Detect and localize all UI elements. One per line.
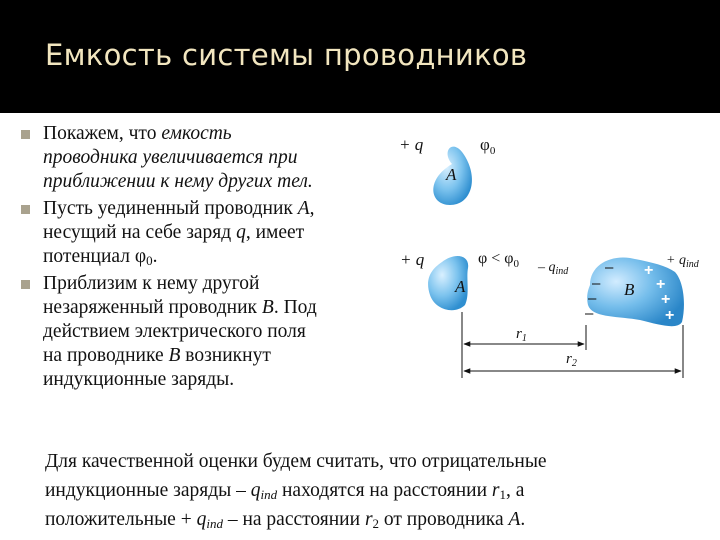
plus-sign: +: [644, 262, 654, 279]
bottom-potential-label: $\varphi < \varphi_0$: [478, 250, 519, 270]
neg-induced-charge-label: – $q_{ind}$: [538, 260, 569, 277]
paragraph-line: [45, 508, 525, 532]
text-run: r: [491, 480, 500, 501]
paragraph-line: [45, 450, 547, 474]
conductors-diagram: [390, 125, 720, 385]
r2-label: $r_2$: [566, 351, 577, 369]
text-run: индукционные заряды –: [45, 480, 251, 501]
bullet-marker: [21, 280, 30, 289]
conductor-a-top-label: A: [446, 165, 457, 184]
bullet-line: [43, 344, 271, 368]
text-run: на проводнике: [43, 345, 169, 366]
plus-sign: +: [661, 291, 671, 308]
conductor-a-bottom-label: A: [455, 277, 466, 296]
text-run: В: [261, 297, 274, 318]
text-run: r: [364, 509, 373, 530]
slide-title: Емкость системы проводников: [45, 38, 528, 72]
bullet-line: [43, 320, 306, 344]
text-run: , имеет: [245, 222, 305, 243]
text-run: 0: [146, 253, 153, 268]
text-run: .: [520, 509, 526, 530]
text-run: ind: [206, 516, 223, 531]
text-run: действием электрического поля: [43, 321, 306, 342]
top-charge-label: + q: [399, 135, 424, 154]
text-run: потенциал φ: [43, 246, 147, 267]
bullet-line: [43, 296, 317, 320]
text-run: Покажем, что: [43, 123, 162, 144]
text-run: .: [152, 246, 158, 267]
r1-label: $r_1$: [516, 326, 527, 344]
bullet-line: [43, 245, 157, 269]
text-run: В: [168, 345, 181, 366]
pos-induced-charge-label: + $q_{ind}$: [666, 253, 699, 270]
text-run: емкость: [161, 123, 232, 144]
text-run: проводника увеличивается при: [43, 147, 298, 168]
text-run: q: [250, 480, 261, 501]
text-run: Пусть уединенный проводник: [43, 198, 298, 219]
paragraph-line: [45, 479, 524, 503]
bottom-charge-label: + q: [400, 250, 425, 269]
text-run: от проводника: [379, 509, 509, 530]
text-run: положительные +: [45, 509, 197, 530]
text-run: 2: [372, 516, 380, 531]
text-run: А: [508, 509, 521, 530]
top-potential-label: $\varphi_0$: [480, 135, 496, 157]
bullet-marker: [21, 130, 30, 139]
minus-sign: –: [588, 290, 597, 307]
bullet-line: [43, 197, 315, 221]
minus-sign: –: [592, 275, 601, 292]
text-run: q: [236, 222, 246, 243]
text-run: незаряженный проводник: [43, 297, 262, 318]
text-run: , а: [506, 480, 525, 501]
bullet-line: [43, 221, 304, 245]
bullet-line: [43, 122, 232, 146]
text-run: приближении к нему других тел.: [43, 171, 313, 192]
text-run: А: [297, 198, 310, 219]
text-run: несущий на себе заряд: [43, 222, 237, 243]
plus-sign: +: [656, 276, 666, 293]
title-bar: [0, 0, 720, 113]
bullet-line: [43, 272, 260, 296]
text-run: ind: [260, 487, 278, 502]
text-run: q: [196, 509, 207, 530]
text-run: 1: [499, 487, 507, 502]
conductor-b-label: B: [624, 280, 635, 299]
text-run: – на расстоянии: [222, 509, 365, 530]
text-run: . Под: [273, 297, 317, 318]
text-run: индукционные заряды.: [43, 369, 235, 390]
minus-sign: –: [605, 259, 614, 276]
text-run: Для качественной оценки будем считать, что отрицательные: [45, 451, 547, 472]
bullet-marker: [21, 205, 30, 214]
bullet-line: [43, 146, 298, 170]
bullet-line: [43, 368, 234, 392]
bullet-line: [43, 170, 313, 194]
plus-sign: +: [665, 307, 675, 324]
minus-sign: –: [585, 305, 594, 322]
text-run: находятся на расстоянии: [277, 480, 492, 501]
text-run: возникнут: [180, 345, 271, 366]
text-run: Приблизим к нему другой: [43, 273, 260, 294]
text-run: ,: [309, 198, 315, 219]
